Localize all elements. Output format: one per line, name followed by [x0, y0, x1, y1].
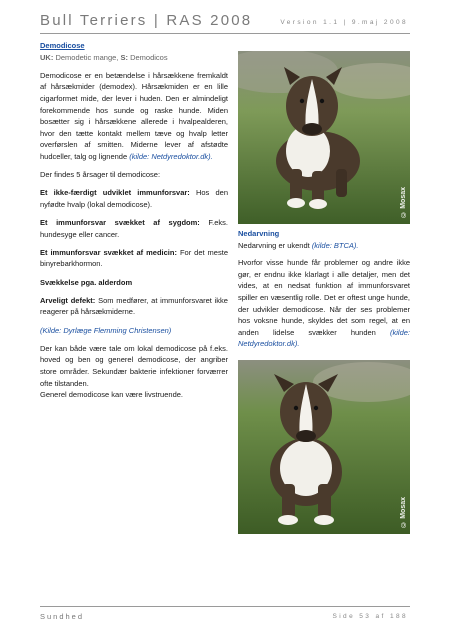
cause-2: Et immunforsvar svækket af sygdom: F.eks. hundesyge eller cancer. [40, 218, 228, 239]
section-title: Demodicose [40, 41, 85, 50]
cause-5: Arveligt defekt: Som medfører, at immunforsvaret ikke reagerer på hårsækmiderne. [40, 295, 228, 317]
page-number: Side 53 af 188 [332, 613, 408, 620]
photo-2-watermark: © Mosax [400, 497, 407, 528]
right-column [238, 228, 410, 356]
s-label: S: [120, 52, 128, 62]
synonyms-line [40, 52, 228, 64]
puppy-photo-2 [238, 360, 410, 534]
cause-1: Et ikke-færdigt udviklet immunforsvar: Hos den nyfødte hvalp (lokal demodicose). [40, 188, 228, 209]
closing-paragraph: Generel demodicose kan være livstruende. [40, 390, 183, 400]
cause-3: Et immunforsvar svækket af medicin: For det meste binyrebarkhormon. [40, 247, 228, 269]
left-column [40, 40, 228, 407]
version-label: Version 1.1 | 9.maj 2008 [280, 19, 408, 26]
header-divider [40, 33, 410, 34]
uk-label: UK: [40, 52, 54, 62]
subsection-title: Nedarvning [238, 229, 280, 238]
puppy-photo-1 [238, 51, 410, 224]
footer-divider [40, 606, 410, 607]
inheritance-line: Nedarvning er ukendt (kilde: BTCA). [238, 240, 359, 250]
inheritance-source: (kilde: BTCA). [311, 240, 359, 250]
document-title: Bull Terriers | RAS 2008 [40, 12, 253, 29]
puppy-illustration-1 [238, 51, 410, 224]
uk-value: Demodetic mange, [55, 52, 119, 62]
inheritance-paragraph: Hvorfor visse hunde får problemer og andre ikke gør, er endnu ikke klarlagt i alle detaljer, men det vides, at en nedsat funktion af immunforsvaret spiller en væsentlig rolle. Det er oftest unge hunde, der udvikler demodicose. Når der ses problemer hos voksne hunde, skyldes det som regel, at en anden lidelse svækker hunden (kilde: Netdyredoktor.dk). [238, 258, 410, 349]
photo-1-watermark: © Mosax [400, 187, 407, 218]
puppy-illustration-2 [238, 360, 410, 534]
causes-intro: Der findes 5 årsager til demodicose: [40, 170, 161, 180]
footer-section: Sundhed [40, 612, 85, 621]
body-source: (kilde: Netdyredoktor.dk). [238, 327, 410, 349]
s-value: Demodicos [130, 52, 168, 62]
intro-paragraph: Demodicose er en betændelse i hårsækkene fremkaldt af hårsækmider (demodex). Hårsækmiden er en lille cigarformet mide, der lever i huden. Den er almindeligt forekommende hos sunde og raske hunde. Miden bosætter sig i hårsækkene allerede i hvalpealderen, hvor den tætte kontakt mellem tæve og hvalp letter overførslen af smitten. Miderne lever af afstødte hudceller, talg og lignende (kilde: Netdyredoktor.dk). [40, 70, 228, 161]
cause-4: Svækkelse pga. alderdom [40, 277, 133, 287]
vet-source: (Kilde: Dyrlæge Flemming Christensen) [40, 325, 172, 335]
intro-source: (kilde: Netdyredoktor.dk). [129, 151, 213, 161]
forms-paragraph: Der kan både være tale om lokal demodicose på f.eks. hoved og ben og generel demodicose, der angriber store områder. Sekundær bakterie infektioner forværrer ofte tilstanden. [40, 343, 228, 388]
